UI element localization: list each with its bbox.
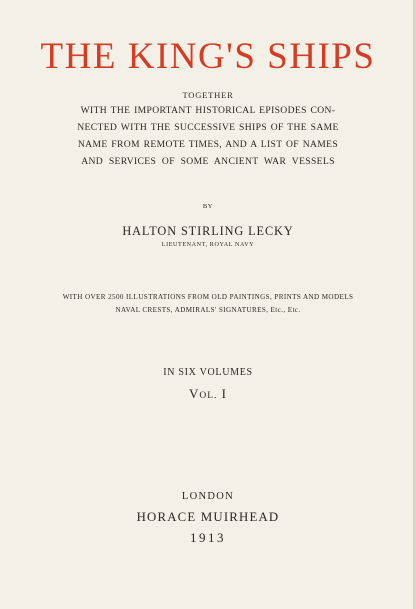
publication-city: LONDON — [181, 491, 235, 502]
description-line-4: AND SERVICES OF SOME ANCIENT WAR VESSELS — [81, 156, 335, 167]
publication-year: 1913 — [190, 530, 226, 545]
illustrations-line-1: WITH OVER 2500 ILLUSTRATIONS FROM OLD PAINTINGS, PRINTS AND MODELS — [62, 293, 354, 301]
description-line-2: NECTED WITH THE SUCCESSIVE SHIPS OF THE SAME — [77, 122, 339, 133]
book-title: THE KING'S SHIPS — [40, 36, 376, 77]
author-rank: LIEUTENANT, ROYAL NAVY — [161, 242, 255, 248]
author-name: HALTON STIRLING LECKY — [122, 224, 294, 238]
illustrations-line-2: NAVAL CRESTS, ADMIRALS' SIGNATURES, Etc., Etc. — [115, 306, 301, 314]
volume-prefix: VOL. — [188, 386, 218, 401]
volume-count: IN SIX VOLUMES — [163, 367, 253, 378]
together-line: TOGETHER — [182, 90, 234, 100]
description-line-3: NAME FROM REMOTE TIMES, AND A LIST OF NAMES — [77, 139, 339, 150]
by-line: BY — [202, 203, 214, 210]
publisher-name: HORACE MUIRHEAD — [136, 510, 280, 524]
volume-number — [0, 386, 416, 402]
description-line-1: WITH THE IMPORTANT HISTORICAL EPISODES CON- — [80, 105, 336, 116]
page-edge — [413, 0, 415, 609]
volume-numeral: I — [221, 386, 228, 401]
